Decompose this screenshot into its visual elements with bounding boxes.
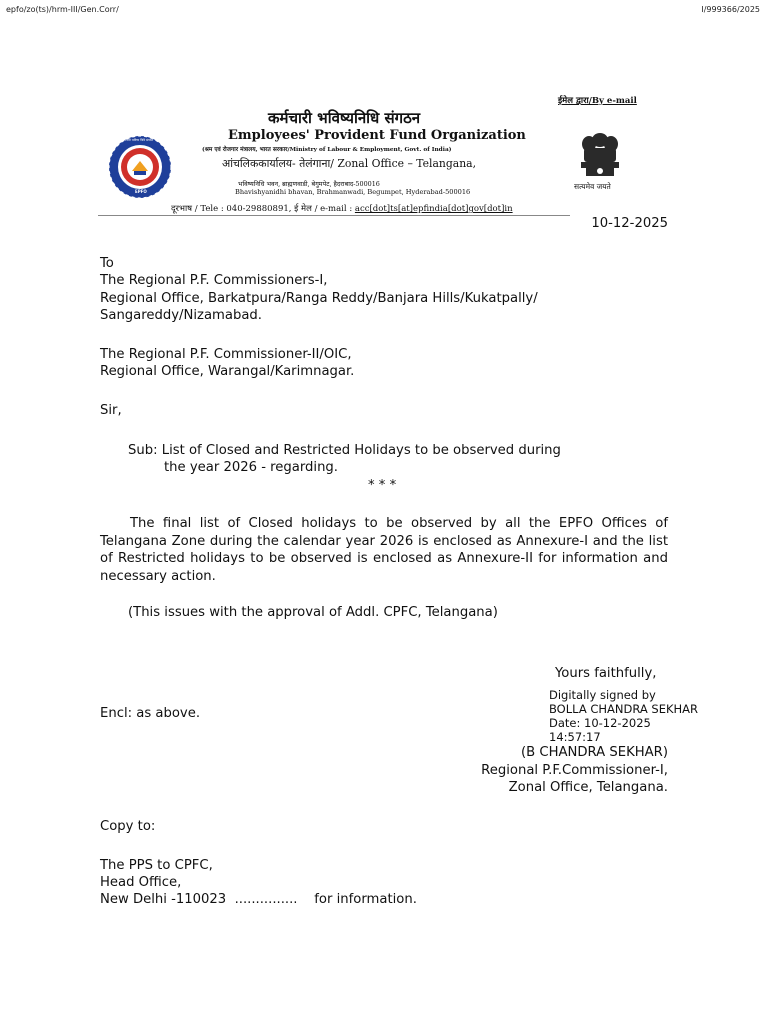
copy-to-address: New Delhi -110023 [100, 892, 227, 907]
copy-to-dots: ............... [234, 892, 298, 907]
emblem-motto: सत्यमेव जयते [574, 182, 611, 191]
org-name-english: Employees' Provident Fund Organization [228, 128, 526, 143]
addressee-line-2: Regional Office, Barkatpura/Ranga Reddy/Banjara Hills/Kukatpally/ [100, 291, 538, 306]
body-paragraph-2: (This issues with the approval of Addl. CPFC, Telangana) [128, 605, 498, 620]
body-paragraph-1: The final list of Closed holidays to be observed by all the EPFO Offices of Telangana Zone during the calendar year 2026 is enclosed as Annexure-I and the list of Restricted holidays to be observed is enclosed as Annexure-II for information and necessary action. [100, 516, 668, 584]
signature-line-2: BOLLA CHANDRA SEKHAR [549, 702, 699, 716]
addressee-line-5: Regional Office, Warangal/Karimnagar. [100, 364, 355, 379]
address-english: Bhavishyanidhi bhavan, Brahmanwadi, Begumpet, Hyderabad-500016 [235, 188, 471, 196]
letter-date: 10-12-2025 [591, 216, 668, 231]
addressee-line-3: Sangareddy/Nizamabad. [100, 308, 262, 323]
document-number: I/999366/2025 [701, 5, 760, 14]
copy-to-line-2: Head Office, [100, 875, 182, 890]
digital-signature [549, 688, 698, 744]
copy-to-line-1: The PPS to CPFC, [100, 858, 213, 873]
to-label: To [100, 256, 114, 271]
salutation: Sir, [100, 403, 122, 418]
copy-to-label: Copy to: [100, 819, 156, 834]
subject-line-1: Sub: List of Closed and Restricted Holidays to be observed during [128, 443, 561, 458]
signature-line-3: Date: 10-12-2025 [549, 716, 651, 730]
addressee-line-1: The Regional P.F. Commissioners-I, [100, 273, 328, 288]
signatory-name: (B CHANDRA SEKHAR) [521, 745, 668, 760]
address-hindi: भविष्यनिधि भवन, ब्राह्मणवाडी, बेगुमपेट, हैदराबाद-500016 [238, 180, 380, 188]
national-emblem [570, 128, 630, 192]
contact-phone: दूरभाष / Tele : 040-29880891, ई मेल / e-mail : [171, 204, 355, 214]
org-name-hindi: कर्मचारी भविष्यनिधि संगठन [268, 109, 421, 127]
signature-line-4: 14:57:17 [549, 730, 601, 744]
contact-line [171, 203, 513, 214]
signature-line-1: Digitally signed by [549, 688, 656, 702]
copy-to-line-3 [100, 891, 417, 909]
subject-separator: * * * [368, 478, 397, 493]
addressee-line-4: The Regional P.F. Commissioner-II/OIC, [100, 347, 352, 362]
epfo-logo-text-bottom: EPFO [135, 189, 147, 194]
letterhead-divider [98, 215, 570, 216]
contact-email-link[interactable]: acc[dot]ts[at]epfindia[dot]gov[dot]in [354, 204, 513, 214]
enclosure: Encl: as above. [100, 706, 201, 721]
ministry-line: (श्रम एवं रोजगार मंत्रालय, भारत सरकार/Ministry of Labour & Employment, Govt. of India) [202, 147, 452, 153]
zonal-office-line: आंचलिककार्यालय- तेलंगाना/ Zonal Office – Telangana, [222, 157, 477, 170]
subject-line-2: the year 2026 - regarding. [164, 460, 338, 475]
national-emblem-icon [570, 128, 630, 184]
copy-to-purpose: for information. [314, 892, 417, 907]
by-email-label: ईमेल द्वारा/By e-mail [558, 96, 637, 106]
signatory-designation: Regional P.F.Commissioner-I, [481, 763, 668, 778]
closing: Yours faithfully, [555, 666, 657, 681]
signatory-office: Zonal Office, Telangana. [508, 780, 668, 795]
epfo-logo-text-top: कर्मचारी भविष्य निधि संगठन [122, 138, 154, 142]
file-reference: epfo/zo(ts)/hrm-III/Gen.Corr/ [6, 5, 119, 14]
epfo-logo [108, 135, 172, 199]
